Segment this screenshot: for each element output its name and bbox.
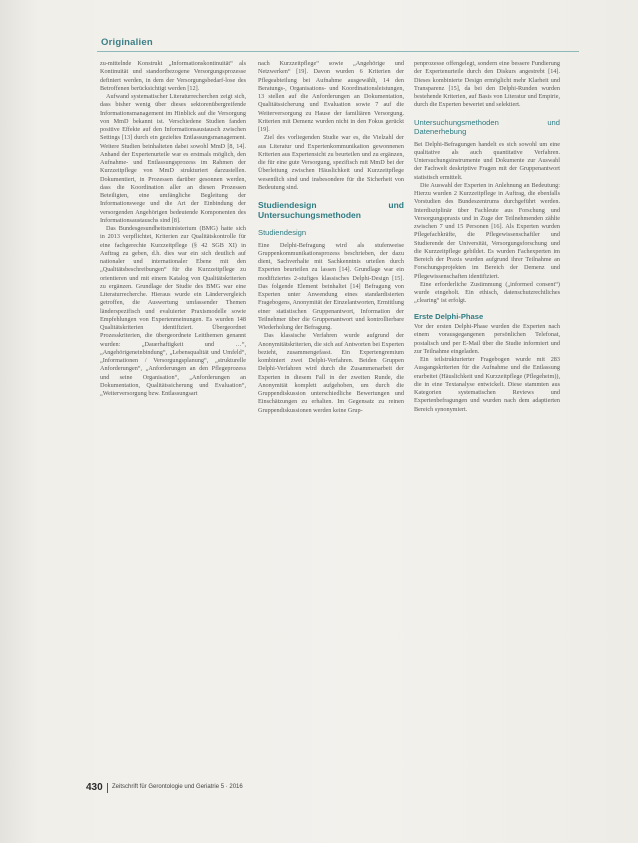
- journal-citation: Zeitschrift für Gerontologie und Geriatrie 5 · 2016: [112, 784, 243, 790]
- column-3: [414, 60, 560, 414]
- column-1: [100, 60, 246, 398]
- paragraph: Aufwand systematischer Literaturrecherchen zeigt sich, dass bisher wenig über dieses sektorenübergreifende Informationsmanagement im Hinblick auf die Versorgung von MmD bekannt ist. Verschiedene Studien fanden positive Effekte auf den Informationsaustausch zwischen Settings [13] durch ein gezieltes Entlassungsmanagement. Weitere Studien beinhalteten dabei sowohl MmD [8, 14]. Anhand der Expertenurteile war es erstmals möglich, den Aufnahme- und Entlassungsprozess im Rahmen der Kurzzeitpflege von MmD strukturiert darzustellen. Dokumentiert, in Prozessen darüber gesonnen werden, dass die Koordination aller an diesen Prozessen Beteiligten, eine umfängliche Begleitung der Informationswege und die Art der Einbindung der versorgenden Angehörigen bedeutende Komponenten des Informationsaustauschs sind [8].: [100, 93, 246, 224]
- section-label: Originalien: [101, 37, 153, 48]
- footer-divider: [107, 783, 108, 793]
- paragraph: Das klassische Verfahren wurde aufgrund der Anonymitätskriterien, die sich auf Antworten bei Experten bezieht, zusammengefasst. Ein Expertengremium kombiniert zwei Delphi-Verfahren. Beiden Gruppen Delphi-Verfahren wird durch die Zusammenarbeit der Experten in diesem Fall in der zweiten Runde, die Anonymität komplett aufgehoben, um durch die Gruppendiskussion unterschiedliche Bewertungen und Einschätzungen zu erhalten. Im Gegensatz zu reinen Gruppendiskussionen werden keine Grup-: [258, 332, 404, 414]
- subsection-heading: Untersuchungsmethoden und Datenerhebung: [414, 117, 560, 136]
- paragraph: penprozesse offengelegt, sondern eine bessere Fundierung der Expertenurteile durch den Diskurs angestrebt [14]. Dieses kombinierte Design ermöglicht mehr Klarheit und Transparenz [15], da bei den Delphi-Runden wurden bestehende Kriterien, auf Basis von Literatur und Empirie, durch die Experten bewertet und selektiert.: [414, 60, 560, 109]
- page-number: 430: [86, 782, 103, 793]
- paragraph: Die Auswahl der Experten in Anlehnung an Bedeutung: Hierzu wurden 2 Kurzzeitpflege in Auftrag, die ebenfalls Vorstudien des Bundeszentrums durchgeführt werden. Interdisziplinär über Fachleute aus Forschung und Versorgungspraxis und in Zuge der Teilnehmenden zählte zwischen 7 und 15 Personen [16]. Als Experten wurden Pflegefachkräfte, die Pflegewissenschaftler und Studierende der Universität, Versorgungsforschung und die Kurzzeitpflege gebildet. Es wurden Fachexperten im Bereich der Praxis wurden aufgrund ihrer Teilnahme an Forschungsprojekten im Bereich der Demenz und Pflegewissenschaften identifiziert.: [414, 181, 560, 280]
- paragraph: Ein teilstrukturierter Fragebogen wurde mit 283 Ausgangskriterien für die Aufnahme und die Entlassung erarbeitet (Häuslichkeit und Kurzzeitpflege (Pflegeheim)), die in eine Textanalyse entwickelt. Diese stammten aus Kategorien systematischen Reviews und Expertenbefragungen und wurden nach dem adaptierten Bereich synonymiert.: [414, 356, 560, 413]
- paragraph: nach Kurzzeitpflege“ sowie „Angehörige und Netzwerken“ [19]. Davon wurden 6 Kriterien der Pflegeabteilung bei Aufnahme ausgewählt, 14 den Beratungs-, Organisations- und Koordinationsleistungen, 13 stellen auf die Anforderungen an Dokumentation, Qualitätssicherung und Evaluation sowie 7 auf die Weiterversorgung zu Hause der familiären Versorgung. Kriterien mit Demenz wurden nicht in den Fokus gerückt [19].: [258, 60, 404, 133]
- column-2: [258, 60, 404, 415]
- paragraph: Eine Delphi-Befragung wird als stufenweise Gruppenkommunikationsprozess beschrieben, der dazu dient, Sachverhalte mit Sachkenntnis urteilen durch Experten beurteilen zu lassen [14]. Grundlage war ein modifiziertes 2-stufiges klassisches Delphi-Design [15]. Das folgende Element beinhaltet [14] Befragung von Experten unter Anwendung eines standardisierten Fragebogens, Anonymität der Einzelantworten, Ermittlung einer statistischen Gruppenantwort, Information der Teilnehmer über die Gruppenantwort und kontrollierbare Wiederholung der Befragung.: [258, 241, 404, 331]
- paragraph: Ziel des vorliegenden Studie war es, die Vielzahl der aus Literatur und Expertenkommunikation gewonnenen Kriterien aus Expertensicht zu beurteilen und zu ergänzen, die für eine gute Versorgung, spezifisch mit MmD bei der Überleitung zwischen Häuslichkeit und Kurzzeitpflege wesentlich sind und insbesondere für die Sicherheit von Bedeutung sind.: [258, 134, 404, 191]
- paragraph: Bei Delphi-Befragungen handelt es sich sowohl um eine qualitative als auch quantitative Verfahren. Untersuchungsinstrumente und Dokumente zur Auswahl der Fachwelt deskriptive Fragen mit der Gruppenantwort statistisch ermittelt.: [414, 140, 560, 181]
- paragraph: Vor der ersten Delphi-Phase wurden die Experten nach einem vorausgegangenen persönlichen Telefonat, postalisch und per E-Mail über die Studie informiert und zur Teilnahme eingeladen.: [414, 323, 560, 355]
- paragraph: Eine erforderliche Zustimmung („informed consent“) wurde eingeholt. Ein ethisch, datenschutzrechtliches „clearing“ ist erfolgt.: [414, 280, 560, 305]
- page-footer: [86, 782, 486, 796]
- section-heading: Studiendesign und Untersuchungsmethoden: [258, 200, 404, 220]
- paragraph: zu-mittelnde Konstrukt „Informationskontinuität“ als Kontinuität und standortbezogene Versorgungsprozesse definiert werden, in dem der Versorgungsbedarf-lose des Betroffenen berücksichtigt werden [12].: [100, 60, 246, 92]
- paragraph: Das Bundesgesundheitsministerium (BMG) hatte sich in 2013 verpflichtet, Kriterien zur Qualitätskontrolle für eine fachgerechte Kurzzeitpflege (§ 42 SGB XI) in Auftrag zu geben, d.h. dies war ein sich deutlich auf nationaler und internationaler Ebene mit den „Qualitätsbeschreibungen“ für die Kurzzeitpflege zu orientieren und mit einem Katalog von Qualitätskriterien zu ergänzen. Grundlage der Studie des BMG war eine Literaturrecherche. Hieraus wurde ein Ländervergleich getroffen, die Auswertung umfassender Themen länderspezifisch und evaluierter Praxismodelle sowie Empfehlungen von Expertenmeinungen. Es wurden 148 Qualitätskriterien identifiziert. Übergeordnet Prozesskriterien, die übergeordnete Leitthemen genannt wurden: „Dauerhaftigkeit und …“, „Angehörigeneinbindung“, „Lebensqualität und Umfeld“, „Informationen / Versorgungsplanung“, „strukturelle Anforderungen“, „Anforderungen an den Pflegeprozess und seine Organisation“, „Anforderungen an Dokumentation, Qualitätssicherung und Evaluation“, „Weiterversorgung bzw. Entlassungsart: [100, 225, 246, 397]
- subsection-heading: Erste Delphi-Phase: [414, 311, 484, 321]
- subsection-heading: Studiendesign: [258, 228, 307, 237]
- header-rule: [97, 51, 579, 52]
